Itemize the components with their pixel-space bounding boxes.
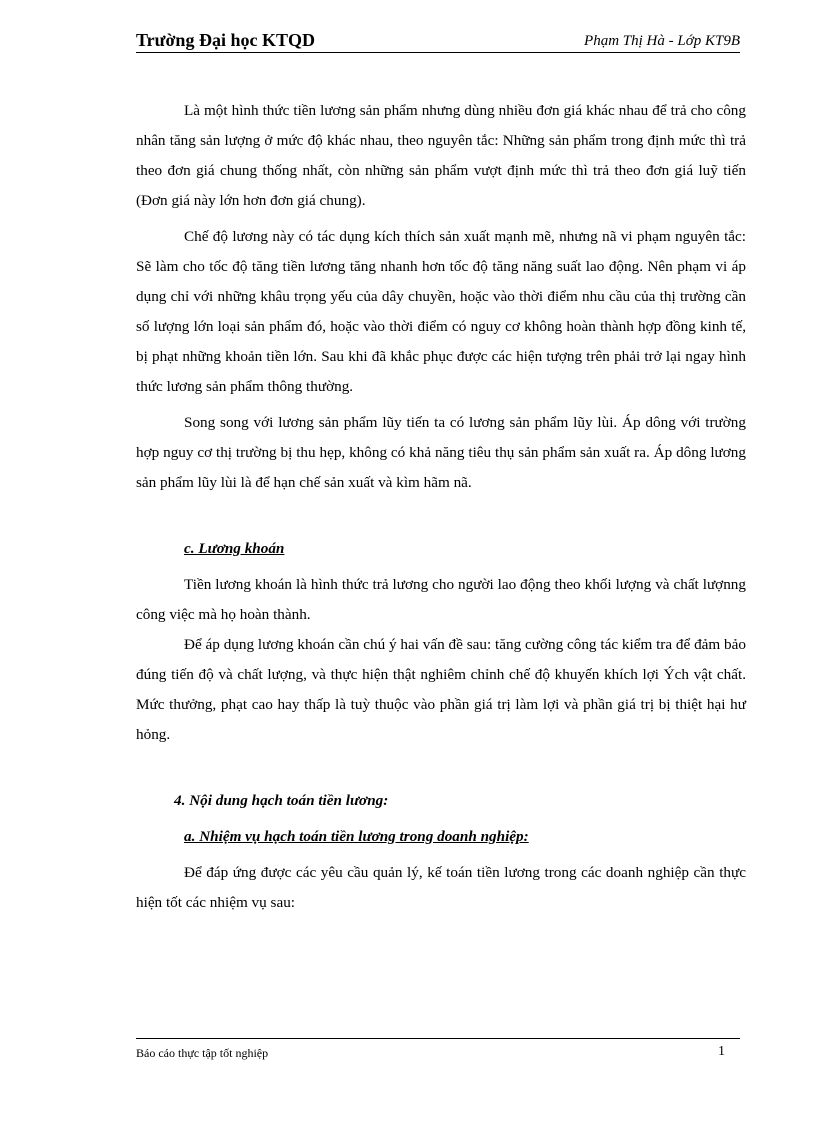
paragraph-piecework-definition: Tiền lương khoán là hình thức trả lương cho người lao động theo khối lượng và chất lượnng công việc mà họ hoàn thành. — [136, 576, 746, 623]
footer-divider — [136, 1038, 740, 1039]
paragraph-regressive-wage: Song song với lương sản phẩm lũy tiến ta có lương sản phẩm lũy lùi. Áp dông với trường hợp nguy cơ thị trường bị thu hẹp, không có khả năng tiêu thụ sản phẩm sản xuất ra. Áp dông lương sản phẩm lũy lùi là để hạn chế sản xuất và kìm hãm nã. — [136, 414, 746, 491]
footer-label: Báo cáo thực tập tốt nghiệp — [136, 1046, 269, 1060]
page-number: 1 — [718, 1044, 725, 1059]
section-heading-4: 4. Nội dung hạch toán tiền lương: — [174, 792, 389, 809]
header-school: Trường Đại học KTQD — [136, 30, 315, 50]
header-author: Phạm Thị Hà - Lớp KT9B — [584, 33, 740, 49]
paragraph-piecework-application: Để áp dụng lương khoán cần chú ý hai vấn đề sau: tăng cường công tác kiểm tra để đảm bảo đúng tiến độ và chất lượng, và thực hiện thật nghiêm chỉnh chế độ khuyến khích lợi Ých vật chất. Mức thưởng, phạt cao hay thấp là tuỳ thuộc vào phần giá trị làm lợi và phần giá trị bị thiệt hại hư hỏng. — [136, 636, 746, 743]
paragraph-progressive-wage: Là một hình thức tiền lương sản phẩm nhưng dùng nhiều đơn giá khác nhau để trả cho công nhân tăng sản lượng ở mức độ khác nhau, theo nguyên tắc: Những sản phẩm trong định mức thì trả theo đơn giá chung thống nhất, còn những sản phẩm vượt định mức thì trả theo đơn giá luỹ tiến (Đơn giá này lớn hơn đơn giá chung). — [136, 102, 746, 209]
paragraph-wage-effects: Chế độ lương này có tác dụng kích thích sản xuất mạnh mẽ, nhưng nã vi phạm nguyên tắc: Sẽ làm cho tốc độ tăng tiền lương tăng nhanh hơn tốc độ tăng năng suất lao động. Nên phạm vi áp dụng chỉ với những khâu trọng yếu của dây chuyền, hoặc vào thời điểm nhu cầu của thị trường cần số lượng lớn loại sản phẩm đó, hoặc vào thời điểm có nguy cơ không hoàn thành hợp đồng kinh tế, bị phạt những khoản tiền lớn. Sau khi đã khắc phục được các hiện tượng trên phải trở lại ngay hình thức lương sản phẩm thông thường. — [136, 228, 746, 395]
paragraph-accounting-tasks: Để đáp ứng được các yêu cầu quản lý, kế toán tiền lương trong các doanh nghiệp cần thực hiện tốt các nhiệm vụ sau: — [136, 864, 746, 911]
subsection-heading-a: a. Nhiệm vụ hạch toán tiền lương trong doanh nghiệp: — [184, 828, 529, 845]
document-body — [136, 96, 746, 918]
page-header — [136, 30, 740, 53]
section-heading-c: c. Lương khoán — [184, 540, 285, 557]
